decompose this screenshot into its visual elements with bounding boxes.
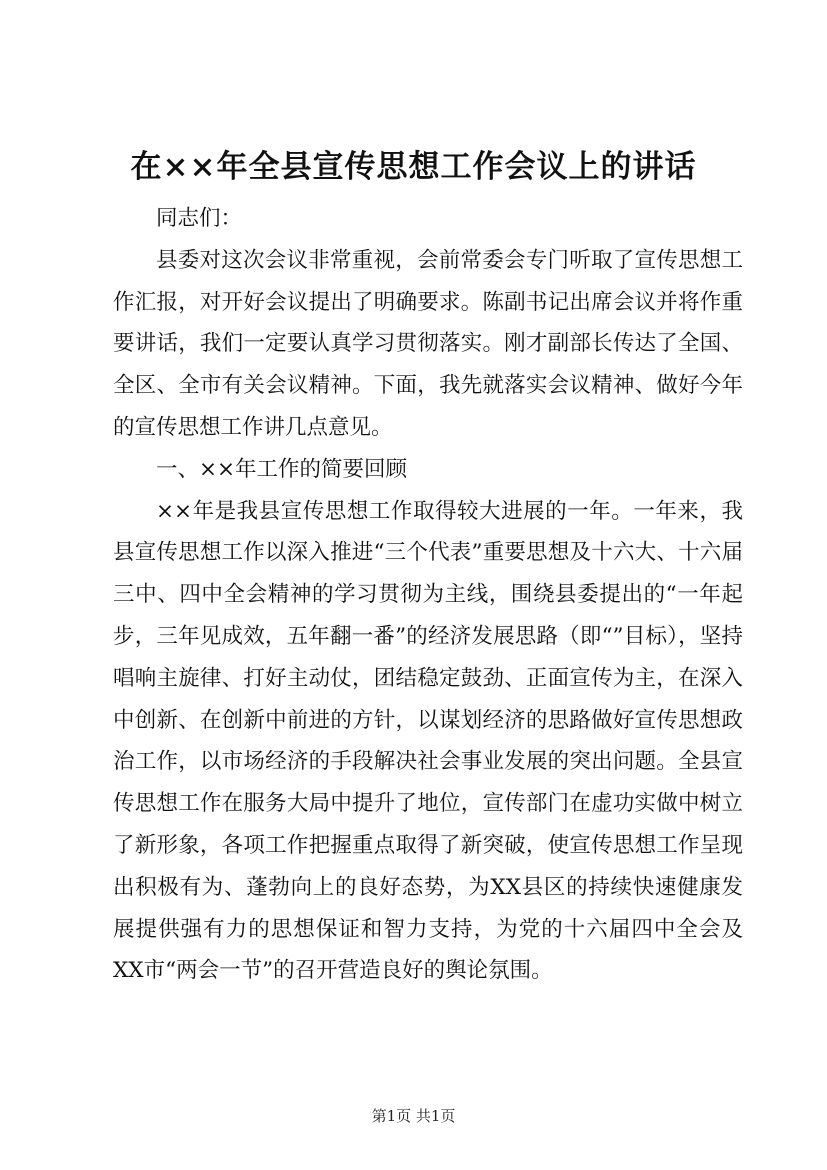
section-heading: 一、××年工作的简要回顾 xyxy=(156,456,408,482)
document-body xyxy=(113,198,743,992)
paragraph-review: ××年是我县宣传思想工作取得较大进展的一年。一年来，我县宣传思想工作以深入推进“三个代表”重要思想及十六大、十六届三中、四中全会精神的学习贯彻为主线，围绕县委提出的“一年起步，三年见成效，五年翻一番”的经济发展思路（即“”目标），坚持唱响主旋律、打好主动仗，团结稳定鼓劲、正面宣传为主，在深入中创新、在创新中前进的方针，以谋划经济的思路做好宣传思想政治工作，以市场经济的手段解决社会事业发展的突出问题。全县宣传思想工作在服务大局中提升了地位，宣传部门在虚功实做中树立了新形象，各项工作把握重点取得了新突破，使宣传思想工作呈现出积极有为、蓬勃向上的良好态势，为XX县区的持续快速健康发展提供强有力的思想保证和智力支持，为党的十六届四中全会及XX市“两会一节”的召开营造良好的舆论氛围。 xyxy=(113,498,743,984)
page-title: 在××年全县宣传思想工作会议上的讲话 xyxy=(130,149,697,185)
paragraph-intro: 县委对这次会议非常重视，会前常委会专门听取了宣传思想工作汇报，对开好会议提出了明确要求。陈副书记出席会议并将作重要讲话，我们一定要认真学习贯彻落实。刚才副部长传达了全国、全区、全市有关会议精神。下面，我先就落实会议精神、做好今年的宣传思想工作讲几点意见。 xyxy=(113,247,743,440)
page-footer: 第1页 共1页 xyxy=(371,1107,456,1125)
salutation: 同志们： xyxy=(156,206,243,231)
